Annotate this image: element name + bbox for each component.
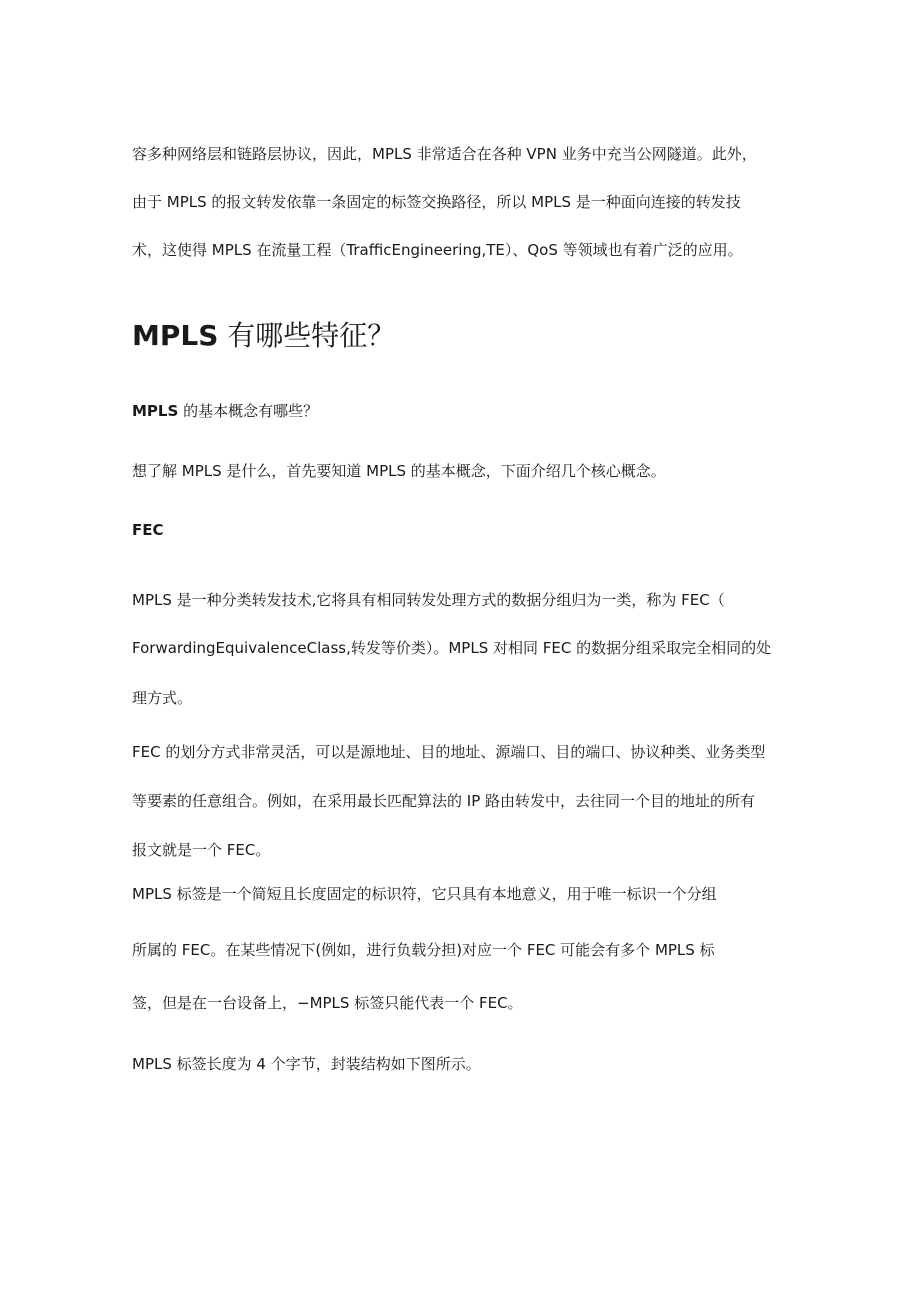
fec-p1-line-1: MPLS 是一种分类转发技术,它将具有相同转发处理方式的数据分组归为一类，称为 FEC（ [132,591,725,609]
subheading-rest: 的基本概念有哪些？ [178,402,319,420]
label-line-3: 签，但是在一台设备上，−MPLS 标签只能代表一个 FEC。 [132,994,523,1012]
concepts-paragraph: 想了解 MPLS 是什么，首先要知道 MPLS 的基本概念，下面介绍几个核心概念。 [132,462,666,480]
fec-title: FEC [132,521,164,539]
fec-p2-line-3: 报文就是一个 FEC。 [132,841,271,859]
section-heading [132,318,395,354]
intro-line-2: 由于 MPLS 的报文转发依靠一条固定的标签交换路径，所以 MPLS 是一种面向连接的转发技 [132,193,741,211]
fec-p2-line-1: FEC 的划分方式非常灵活，可以是源地址、目的地址、源端口、目的端口、协议种类、业务类型 [132,743,766,761]
intro-line-3: 术，这使得 MPLS 在流量工程（TrafficEngineering,TE）、QoS 等领域也有着广泛的应用。 [132,241,743,259]
fec-p2-line-2: 等要素的任意组合。例如，在采用最长匹配算法的 IP 路由转发中，去往同一个目的地址的所有 [132,792,756,810]
label-length-paragraph: MPLS 标签长度为 4 个字节，封装结构如下图所示。 [132,1055,481,1073]
section-heading-bold: MPLS [132,319,219,352]
fec-p1-line-3: 理方式。 [132,689,193,707]
subheading-bold: MPLS [132,402,179,420]
section-heading-rest: 有哪些特征？ [218,319,396,352]
intro-line-1: 容多种网络层和链路层协议，因此，MPLS 非常适合在各种 VPN 业务中充当公网隧道。此外， [132,145,757,163]
subheading [132,401,318,421]
label-line-1: MPLS 标签是一个简短且长度固定的标识符，它只具有本地意义，用于唯一标识一个分组 [132,885,717,903]
label-line-2: 所属的 FEC。在某些情况下(例如，进行负载分担)对应一个 FEC 可能会有多个 MPLS 标 [132,941,715,959]
fec-p1-line-2: ForwardingEquivalenceClass,转发等价类）。MPLS 对相同 FEC 的数据分组采取完全相同的处 [132,639,772,657]
